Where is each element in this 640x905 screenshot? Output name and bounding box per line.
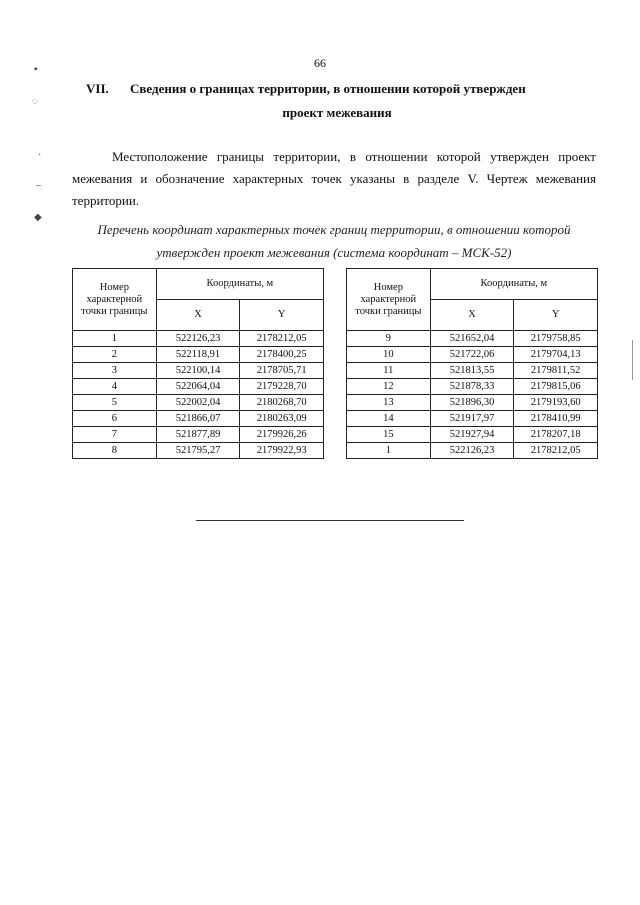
x-coordinate-cell: 522118,91 bbox=[156, 347, 240, 363]
y-coordinate-cell: 2179758,85 bbox=[514, 331, 598, 347]
point-number-cell: 8 bbox=[73, 443, 157, 459]
x-coordinate-cell: 521927,94 bbox=[430, 427, 514, 443]
point-number-cell: 1 bbox=[347, 443, 431, 459]
x-coordinate-cell: 521813,55 bbox=[430, 363, 514, 379]
scan-mark: · bbox=[38, 150, 42, 161]
x-coordinate-cell: 522064,04 bbox=[156, 379, 240, 395]
scan-mark: ◆ bbox=[34, 212, 42, 223]
table-row bbox=[73, 379, 324, 395]
section-title-line-1: Сведения о границах территории, в отношении которой утвержден bbox=[130, 81, 526, 96]
point-number-cell: 3 bbox=[73, 363, 157, 379]
point-number-cell: 7 bbox=[73, 427, 157, 443]
point-number-cell: 4 bbox=[73, 379, 157, 395]
point-number-cell: 2 bbox=[73, 347, 157, 363]
y-coordinate-cell: 2178410,99 bbox=[514, 411, 598, 427]
header-coordinates: Координаты, м bbox=[430, 269, 597, 300]
y-coordinate-cell: 2179815,06 bbox=[514, 379, 598, 395]
y-coordinate-cell: 2179228,70 bbox=[240, 379, 324, 395]
header-x: X bbox=[430, 300, 514, 331]
x-coordinate-cell: 522002,04 bbox=[156, 395, 240, 411]
x-coordinate-cell: 521795,27 bbox=[156, 443, 240, 459]
y-coordinate-cell: 2178212,05 bbox=[514, 443, 598, 459]
page-number: 66 bbox=[314, 56, 326, 70]
y-coordinate-cell: 2180263,09 bbox=[240, 411, 324, 427]
table-row bbox=[73, 363, 324, 379]
point-number-cell: 10 bbox=[347, 347, 431, 363]
section-title-line-2: проект межевания bbox=[282, 105, 392, 120]
y-coordinate-cell: 2178207,18 bbox=[514, 427, 598, 443]
table-row bbox=[347, 427, 598, 443]
coordinates-table-right bbox=[346, 268, 598, 459]
header-coordinates: Координаты, м bbox=[156, 269, 323, 300]
y-coordinate-cell: 2179704,13 bbox=[514, 347, 598, 363]
table-row bbox=[347, 379, 598, 395]
y-coordinate-cell: 2180268,70 bbox=[240, 395, 324, 411]
table-row bbox=[347, 347, 598, 363]
x-coordinate-cell: 521896,30 bbox=[430, 395, 514, 411]
header-point-number: Номер характерной точки границы bbox=[73, 269, 157, 331]
point-number-cell: 9 bbox=[347, 331, 431, 347]
end-divider-line bbox=[196, 520, 464, 521]
y-coordinate-cell: 2178400,25 bbox=[240, 347, 324, 363]
body-paragraph: Местоположение границы территории, в отношении которой утвержден проект межевания и обозначение характерных точек указаны в разделе V. Чертеж межевания территории. bbox=[72, 149, 596, 208]
section-number: VII. bbox=[86, 81, 109, 96]
table-row bbox=[347, 331, 598, 347]
y-coordinate-cell: 2179922,93 bbox=[240, 443, 324, 459]
coordinates-table-left bbox=[72, 268, 324, 459]
point-number-cell: 15 bbox=[347, 427, 431, 443]
y-coordinate-cell: 2179926,26 bbox=[240, 427, 324, 443]
scan-mark: – bbox=[36, 180, 41, 191]
x-coordinate-cell: 521878,33 bbox=[430, 379, 514, 395]
scan-mark: ▪ bbox=[34, 64, 38, 75]
table-caption: Перечень координат характерных точек границ территории, в отношении которой утвержден проект межевания (система координат – МСК-52) bbox=[97, 222, 571, 260]
table-row bbox=[73, 347, 324, 363]
table-row bbox=[73, 411, 324, 427]
point-number-cell: 11 bbox=[347, 363, 431, 379]
point-number-cell: 1 bbox=[73, 331, 157, 347]
x-coordinate-cell: 521722,06 bbox=[430, 347, 514, 363]
point-number-cell: 6 bbox=[73, 411, 157, 427]
point-number-cell: 12 bbox=[347, 379, 431, 395]
table-row bbox=[347, 363, 598, 379]
table-row bbox=[347, 395, 598, 411]
scan-mark: ◌ bbox=[32, 96, 38, 107]
table-row bbox=[73, 395, 324, 411]
point-number-cell: 5 bbox=[73, 395, 157, 411]
table-row bbox=[73, 443, 324, 459]
y-coordinate-cell: 2179811,52 bbox=[514, 363, 598, 379]
x-coordinate-cell: 521877,89 bbox=[156, 427, 240, 443]
x-coordinate-cell: 522126,23 bbox=[156, 331, 240, 347]
table-row bbox=[347, 443, 598, 459]
y-coordinate-cell: 2179193,60 bbox=[514, 395, 598, 411]
x-coordinate-cell: 522100,14 bbox=[156, 363, 240, 379]
y-coordinate-cell: 2178212,05 bbox=[240, 331, 324, 347]
point-number-cell: 13 bbox=[347, 395, 431, 411]
table-row bbox=[347, 411, 598, 427]
header-y: Y bbox=[514, 300, 598, 331]
header-y: Y bbox=[240, 300, 324, 331]
x-coordinate-cell: 521917,97 bbox=[430, 411, 514, 427]
x-coordinate-cell: 521866,07 bbox=[156, 411, 240, 427]
point-number-cell: 14 bbox=[347, 411, 431, 427]
table-row bbox=[73, 427, 324, 443]
scan-edge-line bbox=[632, 340, 633, 380]
x-coordinate-cell: 522126,23 bbox=[430, 443, 514, 459]
y-coordinate-cell: 2178705,71 bbox=[240, 363, 324, 379]
x-coordinate-cell: 521652,04 bbox=[430, 331, 514, 347]
table-row bbox=[73, 331, 324, 347]
header-point-number: Номер характерной точки границы bbox=[347, 269, 431, 331]
header-x: X bbox=[156, 300, 240, 331]
